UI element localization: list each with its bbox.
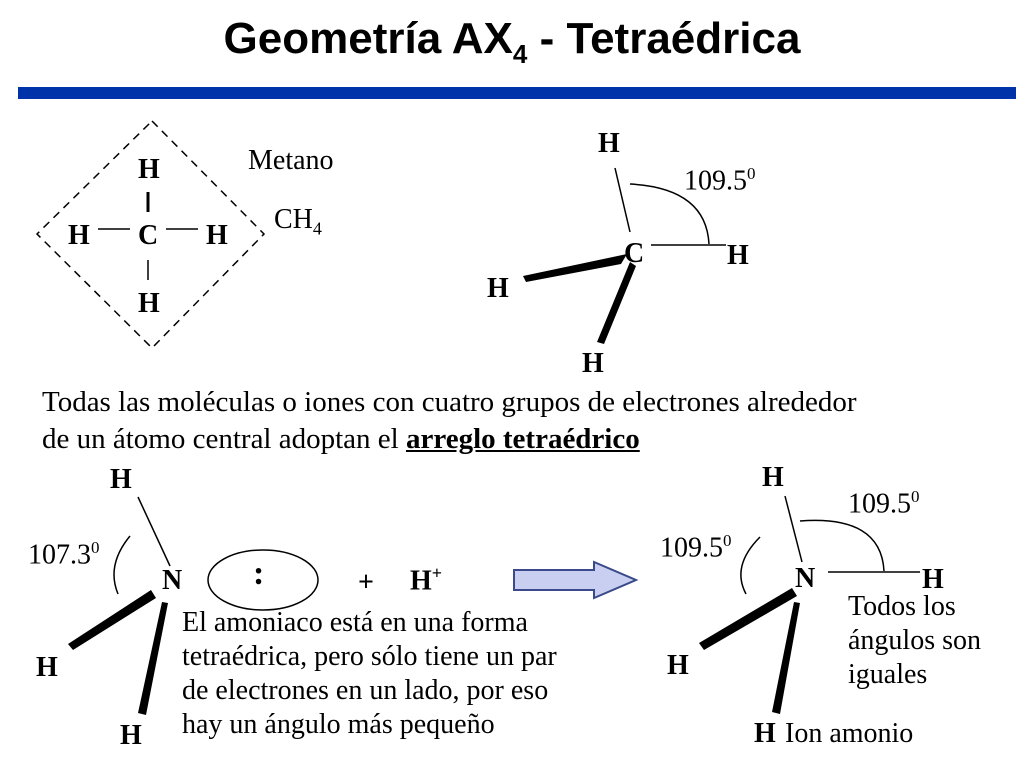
- methane-formula: $CH_4$: [274, 204, 322, 239]
- ammonium-note-line: iguales: [848, 659, 928, 690]
- nh4-angle-label-left: 109.5$^0$: [660, 531, 732, 564]
- ammonium-ion-label: Ion amonio: [785, 718, 914, 749]
- nh3-angle-label: 107.3$^0$: [28, 538, 100, 571]
- ammonia-note-line: El amoniaco está en una forma: [182, 607, 528, 638]
- ch4-angle-label: 109.5$^0$: [684, 164, 756, 197]
- ch4-c: C: [624, 238, 645, 269]
- lone-pair-dots: :: [253, 555, 265, 592]
- ammonia-note: [182, 606, 557, 742]
- ammonia-note-line: tetraédrica, pero sólo tiene un par: [182, 641, 557, 672]
- ch4-wedge-left: [523, 254, 627, 282]
- nh3-wedge-down: [138, 602, 168, 715]
- nh4-wedge-down: [772, 602, 800, 714]
- nh3-h-left: H: [36, 652, 58, 683]
- ammonium-note-line: ángulos son: [848, 625, 981, 656]
- ammonia-note-line: de electrones en un lado, por eso: [182, 675, 549, 706]
- statement-emphasis: arreglo tetraédrico: [405, 423, 640, 455]
- tetrahedral-statement: [42, 384, 1012, 458]
- nh4-n: N: [795, 563, 816, 594]
- methane-h-top: H: [138, 154, 160, 185]
- ch4-h-left: H: [487, 273, 509, 304]
- nh4-wedge-left: [699, 588, 797, 650]
- ch4-bond-up: [615, 168, 630, 232]
- nh3-angle-arc: [114, 536, 130, 594]
- nh4-bond-up: [785, 496, 802, 562]
- nh3-h-bottom: H: [120, 720, 142, 751]
- ammonium-note: [848, 590, 981, 692]
- nh3-h-top: H: [110, 464, 132, 495]
- nh3-n: N: [162, 565, 183, 596]
- nh4-h-left: H: [667, 650, 689, 681]
- nh3-wedge-left: [68, 590, 156, 650]
- plus-sign: +: [358, 567, 374, 598]
- nh4-h-top: H: [762, 462, 784, 493]
- title-rest: - Tetraédrica: [527, 14, 801, 63]
- methane-c: C: [138, 220, 159, 251]
- methane-h-bottom: H: [138, 288, 160, 319]
- methane-h-left: H: [68, 220, 90, 251]
- nh4-h-bottom: H: [754, 718, 776, 749]
- ch4-h-right: H: [727, 240, 749, 271]
- ammonium-note-line: Todos los: [848, 591, 956, 622]
- ammonia-note-line: hay un ángulo más pequeño: [182, 709, 495, 740]
- proton: H+: [410, 563, 443, 597]
- methane-h-right: H: [206, 220, 228, 251]
- nh4-h-right: H: [922, 564, 944, 595]
- ch4-h-top: H: [598, 128, 620, 159]
- nh3-bond-up: [138, 497, 170, 566]
- reaction-arrow: [514, 562, 636, 598]
- ch4-wedge-down: [597, 262, 636, 344]
- statement-line-1: Todas las moléculas o iones con cuatro grupos de electrones alrededor: [42, 386, 857, 418]
- ch4-h-bottom: H: [582, 348, 604, 379]
- nh4-angle-arc-left: [741, 537, 760, 594]
- methane-name: Metano: [248, 145, 334, 176]
- nh4-angle-label-right: 109.5$^0$: [848, 487, 920, 520]
- title-subscript: 4: [512, 38, 528, 69]
- statement-line-2: de un átomo central adoptan el arreglo tetraédrico: [42, 423, 640, 455]
- title-text: Geometría AX: [223, 14, 513, 63]
